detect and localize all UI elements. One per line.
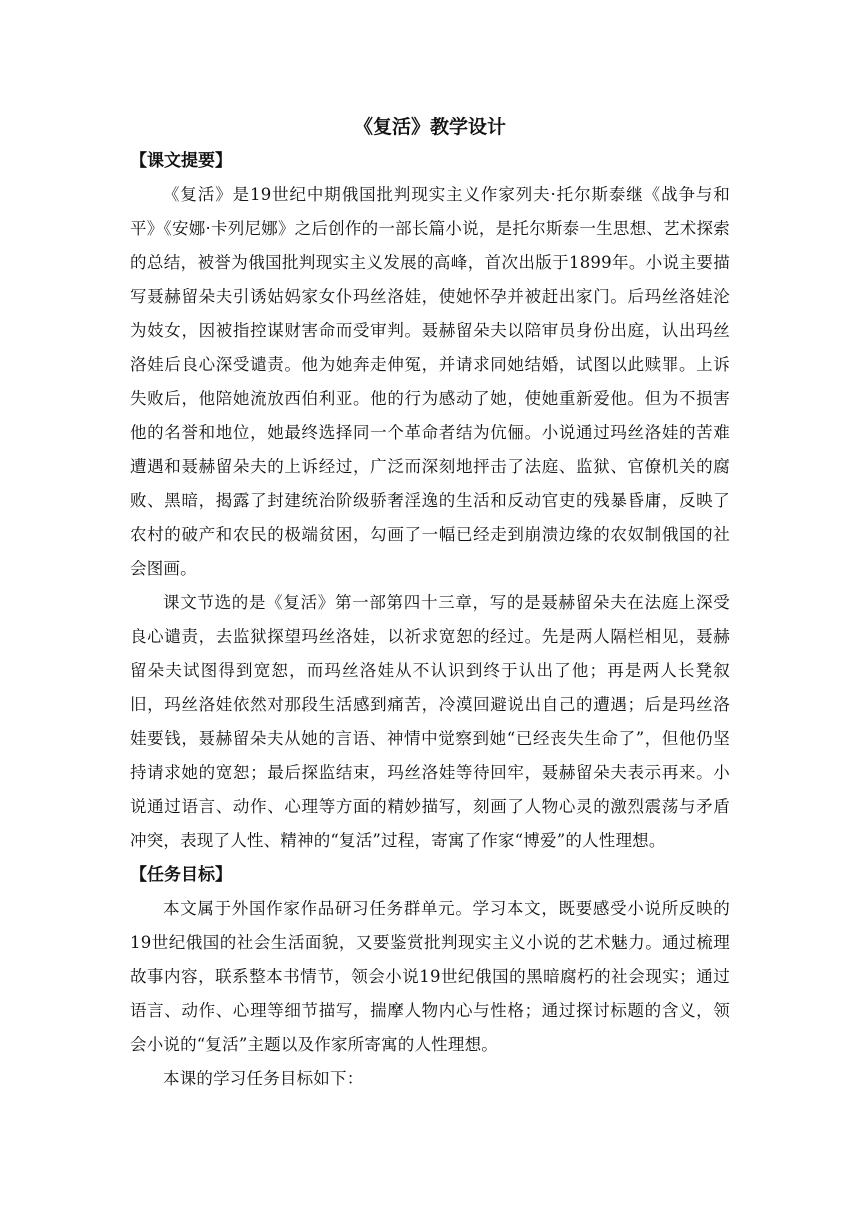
section-task-objectives [130, 858, 730, 1096]
section-lesson-summary [130, 144, 730, 858]
objectives-paragraph-1: 本文属于外国作家作品研习任务群单元。学习本文，既要感受小说所反映的19世纪俄国的社会生活面貌，又要鉴赏批判现实主义小说的艺术魅力。通过梳理故事内容，联系整本书情节，领会小说19世纪俄国的黑暗腐朽的社会现实；通过语言、动作、心理等细节描写，揣摩人物内心与性格；通过探讨标题的含义，领会小说的“复活”主题以及作家所寄寓的人性理想。 [130, 899, 730, 1054]
summary-paragraph-2: 课文节选的是《复活》第一部第四十三章，写的是聂赫留朵夫在法庭上深受良心谴责，去监狱探望玛丝洛娃，以祈求宽恕的经过。先是两人隔栏相见，聂赫留朵夫试图得到宽恕，而玛丝洛娃从不认识到终于认出了他；再是两人长凳叙旧，玛丝洛娃依然对那段生活感到痛苦，冷漠回避说出自己的遭遇；后是玛丝洛娃要钱，聂赫留朵夫从她的言语、神情中觉察到她“已经丧失生命了”，但他仍坚持请求她的宽恕；最后探监结束，玛丝洛娃等待回牢，聂赫留朵夫表示再来。小说通过语言、动作、心理等方面的精妙描写，刻画了人物心灵的激烈震荡与矛盾冲突，表现了人性、精神的“复活”过程，寄寓了作家“博爱”的人性理想。 [130, 593, 730, 850]
summary-paragraph-1: 《复活》是19世纪中期俄国批判现实主义作家列夫·托尔斯泰继《战争与和平》《安娜·卡列尼娜》之后创作的一部长篇小说，是托尔斯泰一生思想、艺术探索的总结，被誉为俄国批判现实主义发展的高峰，首次出版于1899年。小说主要描写聂赫留朵夫引诱姑妈家女仆玛丝洛娃，使她怀孕并被赶出家门。后玛丝洛娃沦为妓女，因被指控谋财害命而受审判。聂赫留朵夫以陪审员身份出庭，认出玛丝洛娃后良心深受谴责。他为她奔走伸冤，并请求同她结婚，试图以此赎罪。上诉失败后，他陪她流放西伯利亚。他的行为感动了她，使她重新爱他。但为不损害他的名誉和地位，她最终选择同一个革命者结为伉俪。小说通过玛丝洛娃的苦难遭遇和聂赫留朵夫的上诉经过，广泛而深刻地抨击了法庭、监狱、官僚机关的腐败、黑暗，揭露了封建统治阶级骄奢淫逸的生活和反动官吏的残暴昏庸，反映了农村的破产和农民的极端贫困，勾画了一幅已经走到崩溃边缘的农奴制俄国的社会图画。 [130, 185, 730, 578]
objectives-paragraph-2: 本课的学习任务目标如下： [163, 1069, 364, 1088]
document-title: 《复活》教学设计 [353, 116, 506, 138]
section-heading-lesson-summary: 【课文提要】 [130, 151, 232, 171]
document-body [130, 110, 730, 1096]
section-heading-task-objectives: 【任务目标】 [130, 865, 232, 885]
